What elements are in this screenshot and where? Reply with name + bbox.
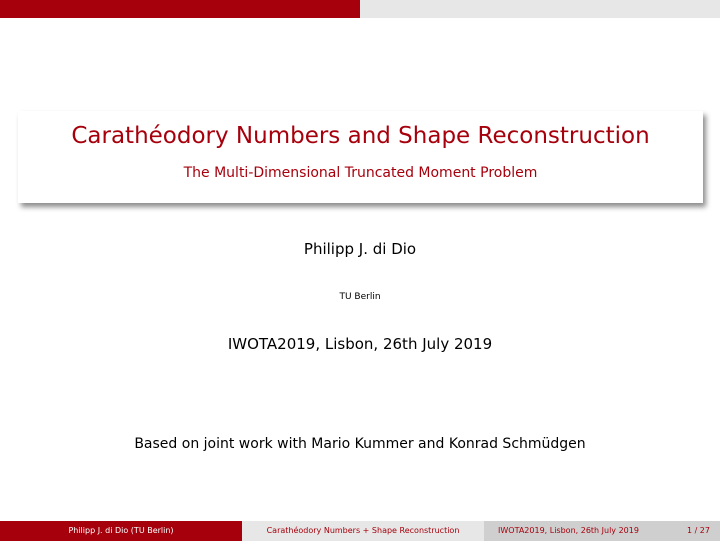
joint-work-note: Based on joint work with Mario Kummer and Konrad Schmüdgen [134, 436, 586, 452]
event-info: IWOTA2019, Lisbon, 26th July 2019 [227, 335, 493, 353]
slide-subtitle: The Multi-Dimensional Truncated Moment Problem [183, 165, 538, 181]
page-number: 1 / 27 [686, 526, 710, 535]
footer [0, 521, 720, 541]
slide-title: Carathéodory Numbers and Shape Reconstruction [71, 123, 650, 149]
footer-author: Philipp J. di Dio (TU Berlin) [0, 521, 242, 541]
footer-event: IWOTA2019, Lisbon, 26th July 2019 [498, 526, 639, 535]
progress-bar-filled [0, 0, 360, 18]
author-name: Philipp J. di Dio [303, 240, 417, 258]
footer-short-title: Carathéodory Numbers + Shape Reconstruction [242, 521, 484, 541]
title-block [18, 111, 703, 203]
progress-bar [0, 0, 720, 18]
footer-event-page [484, 521, 720, 541]
institute: TU Berlin [339, 292, 381, 302]
progress-bar-remaining [360, 0, 720, 18]
